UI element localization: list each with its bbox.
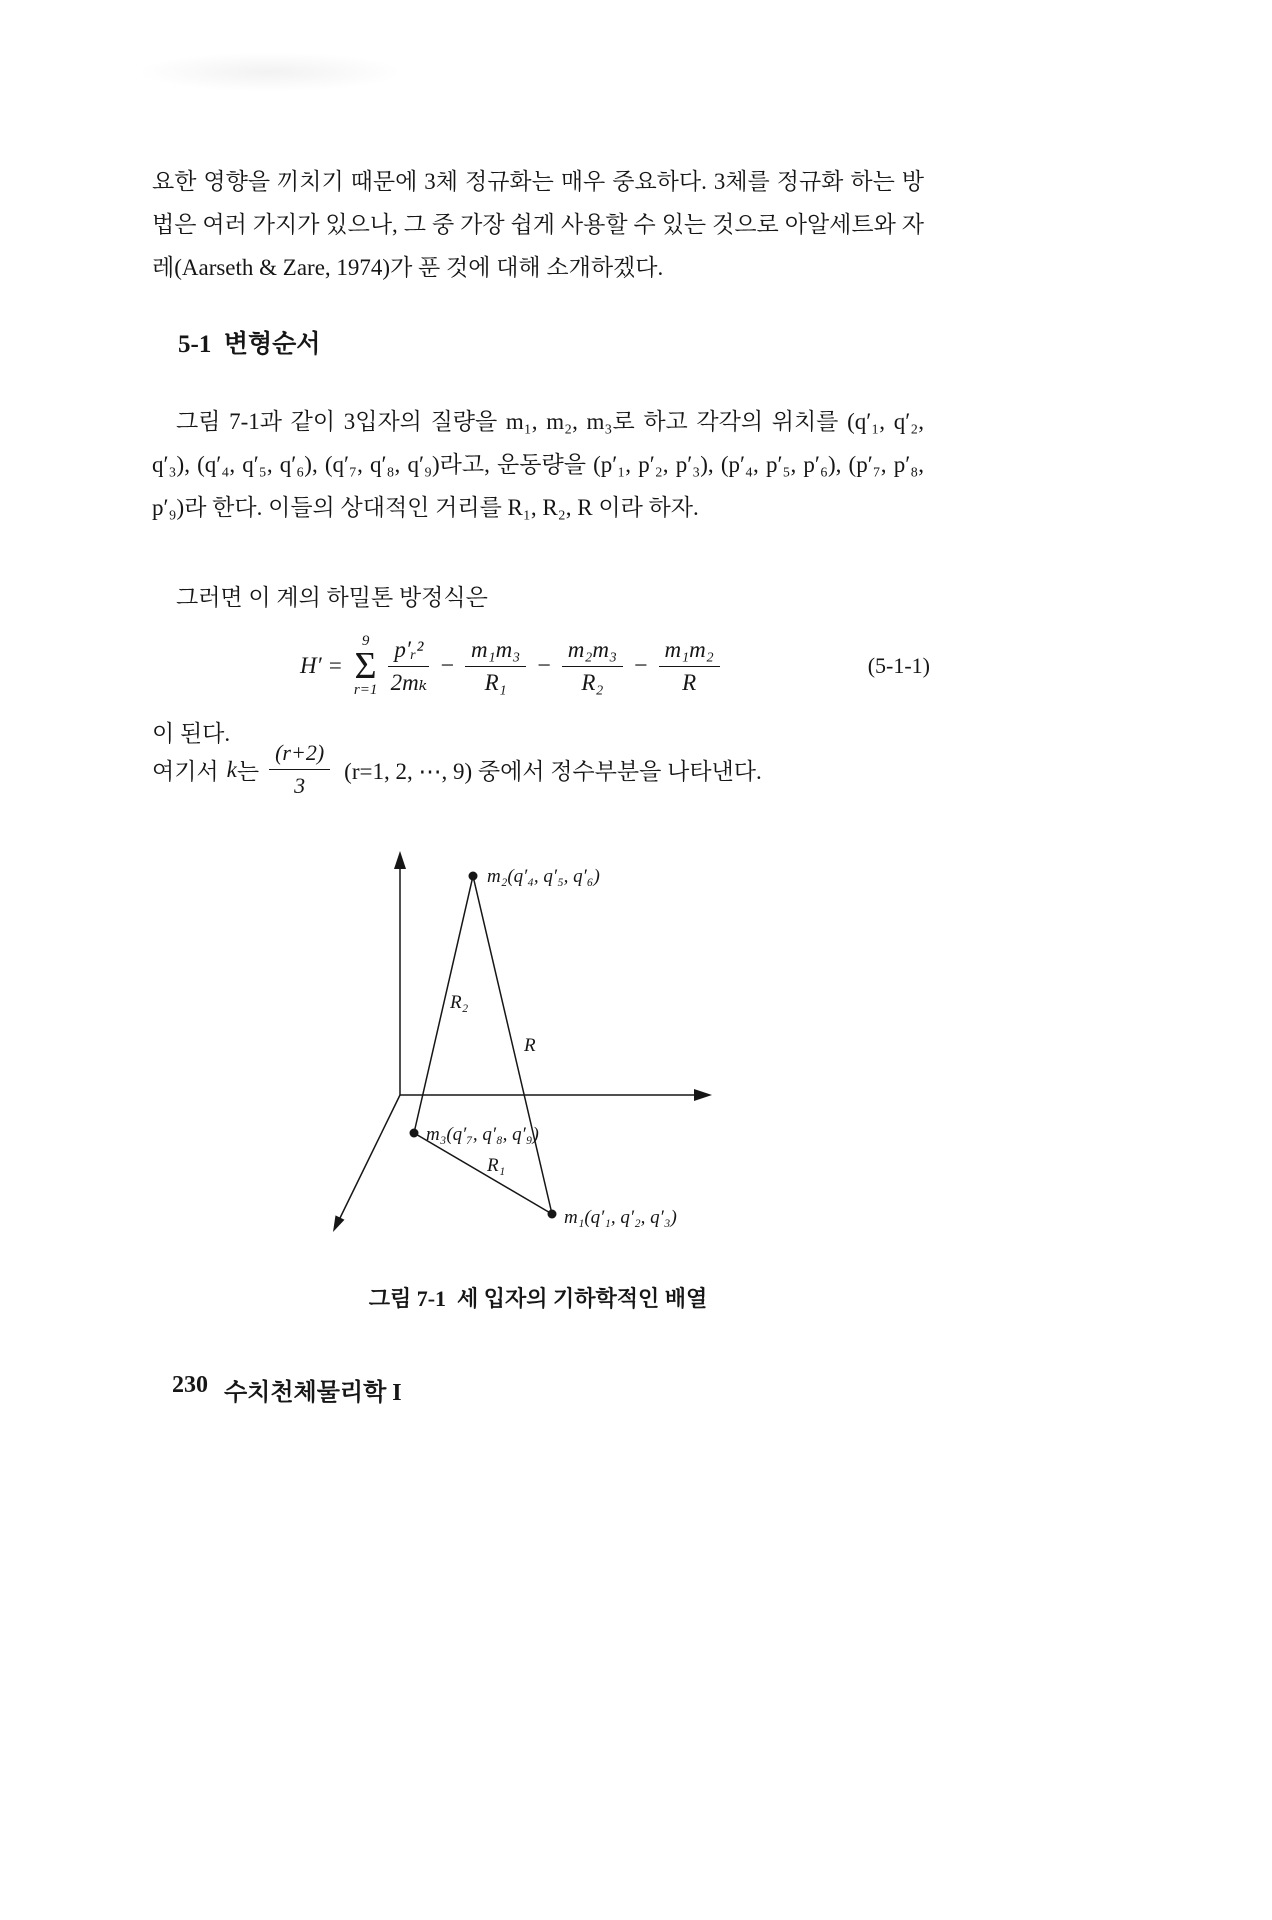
paragraph-intro: 요한 영향을 끼치기 때문에 3체 정규화는 매우 중요하다. 3체를 정규화 하는 방법은 여러 가지가 있으나, 그 중 가장 쉽게 사용할 수 있는 것으로 아알세트와 자레(Aarseth & Zare, 1974)가 푼 것에 대해 소개하겠다.	[152, 169, 924, 280]
minus-operator-2: −	[537, 652, 551, 679]
axis-depth-arrowhead-icon	[333, 1215, 345, 1232]
figure-caption: 그림 7-1 세 입자의 기하학적인 배열	[368, 1286, 708, 1311]
section-heading: 5-1 변형순서	[178, 331, 321, 358]
sum-upper-limit: 9	[361, 632, 370, 649]
k-definition-line	[152, 740, 762, 799]
point-m1	[548, 1210, 557, 1219]
k-line-lead: 여기서	[152, 759, 219, 784]
label-m2: m₂(q′₄, q′₅, q′₆)	[487, 866, 600, 887]
kinetic-numerator: p′ᵣ²	[388, 637, 429, 667]
axis-vertical-arrowhead-icon	[394, 851, 406, 869]
potential-3-numerator: m₁m₂	[659, 637, 720, 667]
point-m2	[469, 872, 478, 881]
paragraph-setup: 그림 7-1과 같이 3입자의 질량을 m₁, m₂, m₃로 하고 각각의 위치를 (q′₁, q′₂, q′₃), (q′₄, q′₅, q′₆), (q′₇, q′₈, q′₉)라고, 운동량을 (p′₁, p′₂, p′₃), (p′₄, p′₅, p′₆), (p′₇, p′₈, p′₉)라 한다. 이들의 상대적인 거리를 R₁, R₂, R 이라 하자.	[152, 409, 924, 520]
k-line-particle: 는	[236, 759, 260, 784]
axis-depth	[340, 1095, 400, 1218]
label-m3: m₃(q′₇, q′₈, q′₉)	[426, 1124, 539, 1145]
potential-2-numerator: m₂m₃	[562, 637, 623, 667]
k-line-tail: (r=1, 2, ⋯, 9) 중에서 정수부분을 나타낸다.	[344, 759, 762, 784]
edge-m3-m1	[414, 1133, 552, 1214]
minus-operator-1: −	[440, 652, 454, 679]
figure-7-1	[300, 845, 950, 1245]
potential-1-denominator: R₁	[484, 669, 507, 695]
axis-horizontal-arrowhead-icon	[694, 1089, 712, 1101]
summation-symbol	[354, 634, 377, 698]
kinetic-term-fraction	[388, 637, 429, 696]
k-fraction-denominator: 3	[294, 773, 306, 798]
sum-lower-limit: r=1	[353, 682, 378, 699]
potential-3-denominator: R	[682, 669, 697, 695]
paragraph-hamilton-lead: 그러면 이 계의 하밀톤 방정식은	[176, 585, 488, 610]
label-m1: m₁(q′₁, q′₂, q′₃)	[564, 1207, 677, 1228]
equation-number: (5-1-1)	[867, 653, 930, 678]
paragraph-result: 이 된다.	[152, 721, 231, 746]
potential-term-1-fraction	[465, 637, 526, 696]
point-m3	[410, 1129, 419, 1138]
equation-5-1-1	[152, 620, 944, 712]
label-R: R	[524, 1035, 536, 1056]
k-symbol: k	[226, 756, 237, 782]
sigma-glyph: Σ	[354, 644, 377, 687]
edge-m2-m1	[473, 876, 552, 1214]
label-R2: R₂	[450, 992, 469, 1013]
page-number: 230	[172, 1372, 208, 1398]
potential-2-denominator: R₂	[581, 669, 604, 695]
label-R1: R₁	[487, 1155, 506, 1176]
k-fraction-numerator: (r+2)	[269, 740, 330, 770]
potential-1-numerator: m₁m₃	[465, 637, 526, 667]
potential-term-2-fraction	[562, 637, 623, 696]
equation-body	[152, 634, 868, 698]
minus-operator-3: −	[633, 652, 648, 679]
kinetic-denominator: 2mₖ	[390, 669, 428, 695]
equation-lhs: H′ =	[299, 653, 343, 678]
potential-term-3-fraction	[659, 637, 720, 696]
page-footer	[172, 1372, 402, 1407]
book-title: 수치천체물리학 I	[224, 1380, 402, 1406]
scan-artifact	[135, 52, 405, 92]
k-fraction	[269, 740, 330, 799]
